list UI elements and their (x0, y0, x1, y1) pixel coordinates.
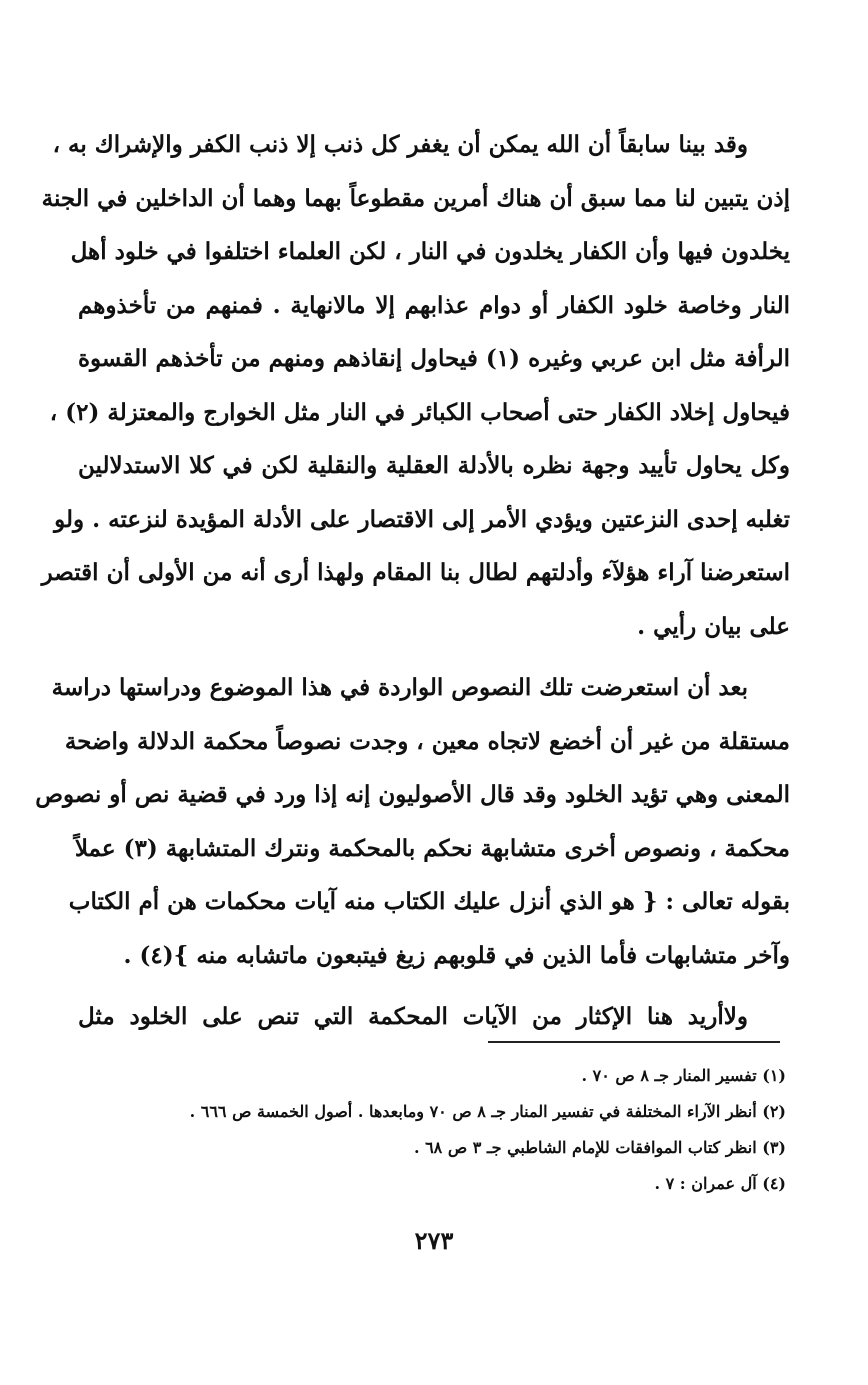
text-line: يخلدون فيها وأن الكفار يخلدون في النار ، لكن العلماء اختلفوا في خلود أهل (70, 238, 790, 265)
page-number: ٢٧٣ (414, 1226, 454, 1255)
text-line: محكمة ، ونصوص أخرى متشابهة نحكم بالمحكمة ونترك المتشابهة (٣) عملاً (74, 834, 790, 862)
text-line: وآخر متشابهات فأما الذين في قلوبهم زيغ فيتبعون ماتشابه منه }(٤) . (123, 941, 790, 969)
text-line: المعنى وهي تؤيد الخلود وقد قال الأصوليون إنه إذا ورد في قضية نص أو نصوص (35, 781, 790, 808)
text-line: ولاأريد هنا الإكثار من الآيات المحكمة التي تنص على الخلود مثل (78, 1003, 748, 1030)
paragraph-1 (41, 118, 790, 653)
text-line: استعرضنا آراء هؤلآء وأدلتهم لطال بنا المقام ولهذا أرى أنه من الأولى أن اقتصر (41, 559, 790, 586)
text-line: إذن يتبين لنا مما سبق أن هناك أمرين مقطوعاً بهما وهما أن الداخلين في الجنة (41, 184, 790, 212)
text-line: مستقلة من غير أن أخضع لاتجاه معين ، وجدت نصوصاً محكمة الدلالة واضحة (64, 727, 790, 755)
paragraph-3 (78, 990, 790, 1044)
footnote-3: (٣) انظر كتاب الموافقات للإمام الشاطبي جـ ٣ ص ٦٨ . (413, 1138, 786, 1157)
footnote-2: (٢) أنظر الآراء المختلفة في تفسير المنار جـ ٨ ص ٧٠ ومابعدها . أصول الخمسة ص ٦٦٦ . (189, 1102, 786, 1121)
footnotes (78, 1058, 786, 1202)
text-line: فيحاول إخلاد الكفار حتى أصحاب الكبائر في النار مثل الخوارج والمعتزلة (٢) ، (49, 398, 790, 426)
paragraph-2 (35, 661, 790, 982)
footnote-4: (٤) آل عمران : ٧ . (654, 1174, 786, 1193)
body-text (35, 118, 790, 1044)
text-line: وكل يحاول تأييد وجهة نظره بالأدلة العقلية والنقلية لكن في كلا الاستدلالين (78, 452, 790, 479)
text-line: وقد بينا سابقاً أن الله يمكن أن يغفر كل ذنب إلا ذنب الكفر والإشراك به ، (52, 131, 748, 158)
text-line: الرأفة مثل ابن عربي وغيره (١) فيحاول إنقاذهم ومنهم من تأخذهم القسوة (78, 345, 790, 372)
text-line: النار وخاصة خلود الكفار أو دوام عذابهم إلا مالانهاية . فمنهم من تأخذوهم (78, 291, 790, 319)
footnote-divider (488, 1041, 780, 1043)
text-line: بقوله تعالى : { هو الذي أنزل عليك الكتاب منه آيات محكمات هن أم الكتاب (68, 888, 790, 915)
text-line: على بيان رأيي . (637, 612, 790, 640)
footnote-1: (١) تفسير المنار جـ ٨ ص ٧٠ . (581, 1066, 786, 1085)
text-line: بعد أن استعرضت تلك النصوص الواردة في هذا الموضوع ودراستها دراسة (51, 674, 748, 701)
text-line: تغلبه إحدى النزعتين ويؤدي الأمر إلى الاقتصار على الأدلة المؤيدة لنزعته . ولو (54, 505, 790, 533)
